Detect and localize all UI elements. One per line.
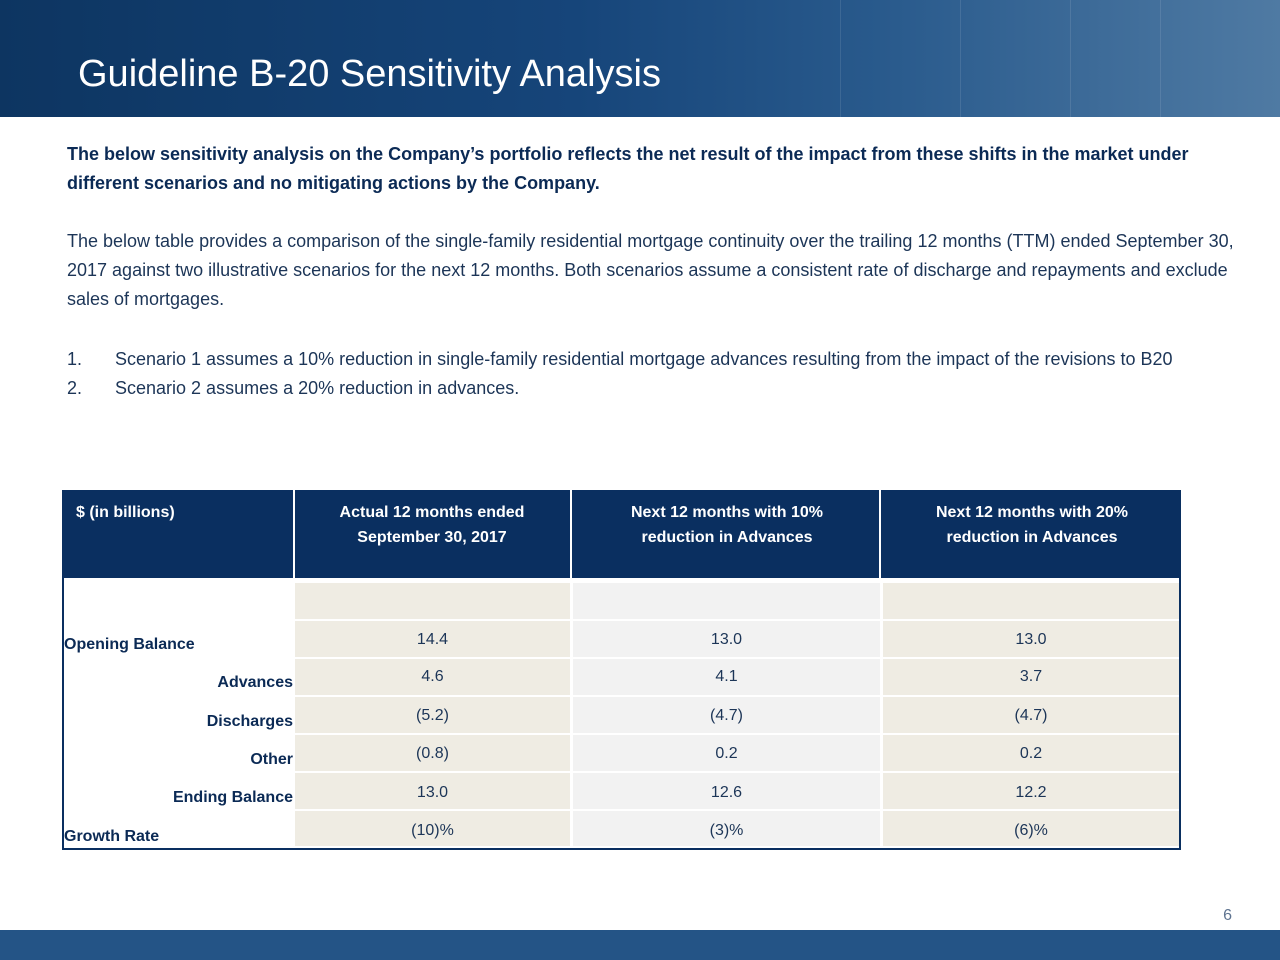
intro-paragraph: The below table provides a comparison of the single-family residential mortgage continuity over the trailing 12 months (TTM) ended September 30, 2017 against two illustrative scenarios for the next 12 months. Both scenarios assume a consistent rate of discharge and repayments and exclude sales of mortgages. — [67, 231, 1234, 309]
table-body — [62, 578, 1181, 850]
row-label-other: Other — [250, 751, 293, 768]
table-cell: 13.0 — [1015, 631, 1047, 648]
title-banner — [0, 0, 1280, 117]
list-number: 1. — [67, 349, 83, 369]
list-text: Scenario 1 assumes a 10% reduction in single-family residential mortgage advances resulting from the impact of the revisions to B20 — [115, 349, 1173, 369]
table-cell: (6)% — [1014, 822, 1048, 839]
column-header-scenario-1: Next 12 months with 10% reduction in Advances — [630, 504, 824, 546]
table-cell: 4.6 — [421, 668, 444, 685]
table-cell: (5.2) — [416, 707, 449, 724]
list-item — [67, 345, 1237, 374]
column-header-actual: Actual 12 months ended September 30, 2017 — [339, 504, 525, 546]
row-label-ending-balance: Ending Balance — [172, 789, 293, 806]
table-cell: (4.7) — [1014, 707, 1048, 724]
table-cell: 12.2 — [1015, 784, 1047, 801]
table-cell: 4.1 — [715, 668, 738, 685]
table-cell: 0.2 — [715, 745, 738, 762]
table-cell: 14.4 — [416, 631, 449, 648]
scenario-list — [67, 345, 1237, 403]
row-label-opening-balance: Opening Balance — [64, 636, 195, 653]
row-label-discharges: Discharges — [206, 713, 293, 730]
list-number: 2. — [67, 378, 83, 398]
table-cell: (10)% — [411, 822, 454, 839]
table-header — [62, 490, 1181, 578]
table-cell: 0.2 — [1019, 745, 1043, 762]
list-text: Scenario 2 assumes a 20% reduction in advances. — [115, 378, 520, 398]
table-cell: 3.7 — [1019, 668, 1043, 685]
table-cell: 13.0 — [710, 631, 743, 648]
page-number: 6 — [1223, 907, 1232, 924]
table-cell: 13.0 — [416, 784, 449, 801]
table-cell: 12.6 — [710, 784, 743, 801]
table-cell: (3)% — [709, 822, 744, 839]
row-label-advances: Advances — [217, 674, 293, 691]
column-header-units: $ (in billions) — [76, 504, 175, 521]
column-header-scenario-2: Next 12 months with 20% reduction in Advances — [935, 504, 1129, 546]
list-item — [67, 374, 1237, 403]
table-cell: (4.7) — [710, 707, 743, 724]
page-title: Guideline B-20 Sensitivity Analysis — [78, 53, 661, 95]
footer-bar — [0, 930, 1280, 960]
intro-summary: The below sensitivity analysis on the Company’s portfolio reflects the net result of the impact from these shifts in the market under different scenarios and no mitigating actions by the Company. — [67, 144, 1189, 193]
sensitivity-table — [62, 490, 1181, 850]
row-label-growth-rate: Growth Rate — [64, 828, 160, 845]
table-cell: (0.8) — [416, 745, 449, 762]
